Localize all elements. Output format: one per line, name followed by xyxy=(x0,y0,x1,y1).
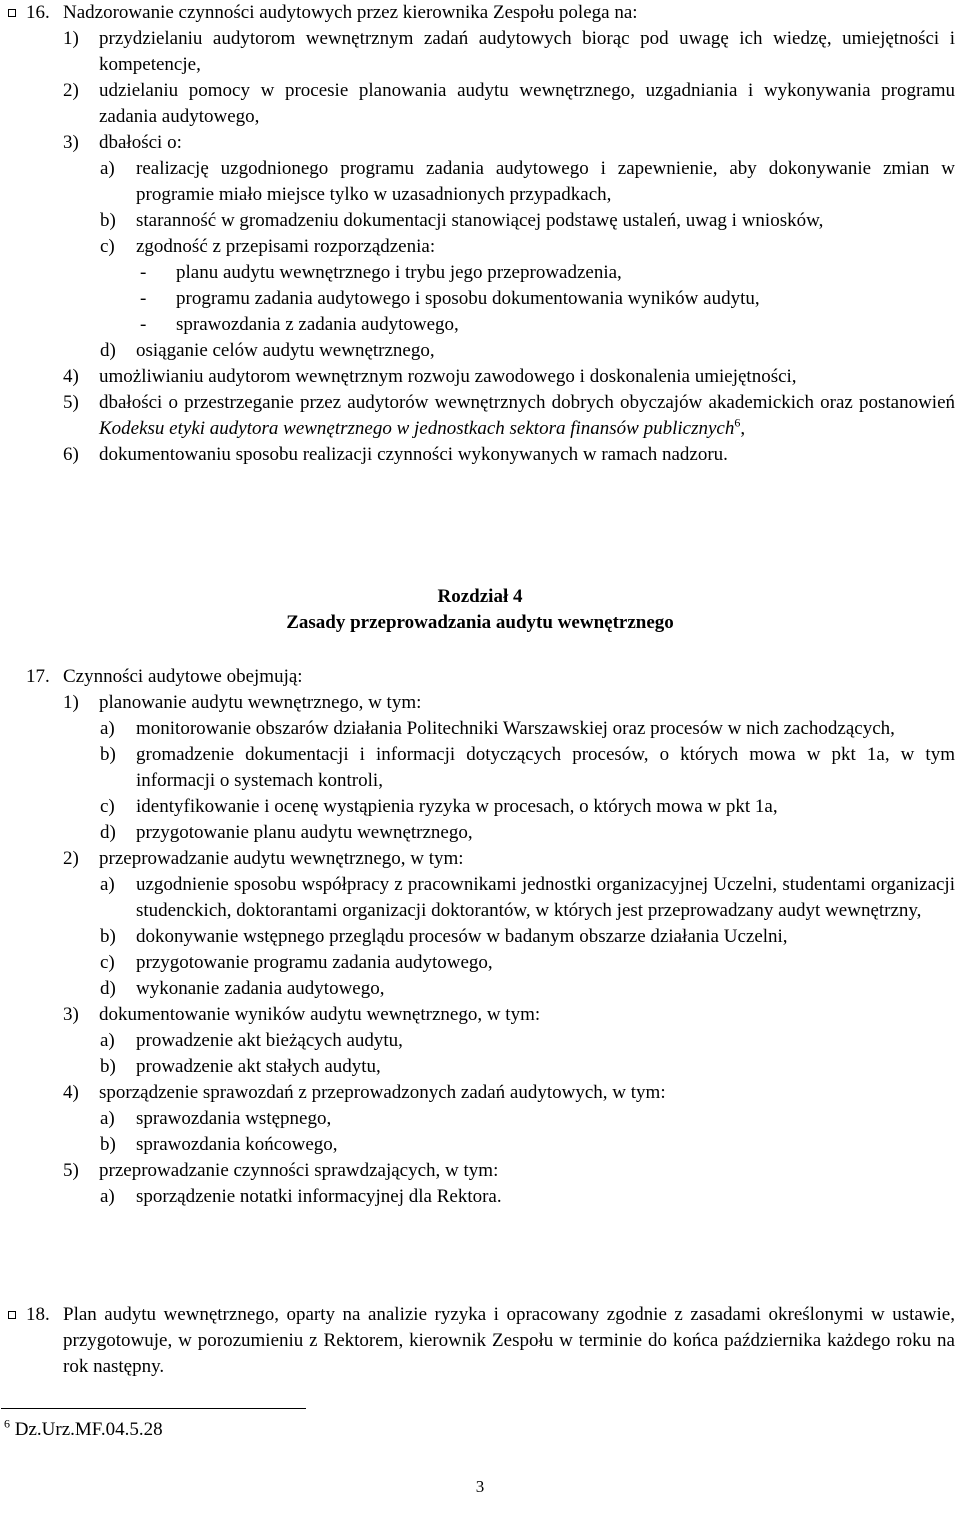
list-subitem: b) staranność w gromadzeniu dokumentacji stanowiącej podstawę ustaleń, uwag i wniosków, xyxy=(100,210,824,231)
list-item: 2) udzielaniu pomocy w procesie planowania audytu wewnętrznego, uzgadniania i wykonywania programu zadania audytowego, xyxy=(63,80,955,127)
section-number: 16. xyxy=(26,2,50,23)
list-item: 3) dokumentowanie wyników audytu wewnętrznego, w tym: xyxy=(63,1004,541,1025)
list-subitem: c) zgodność z przepisami rozporządzenia: xyxy=(100,236,436,257)
section-text: Plan audytu wewnętrznego, oparty na analizie ryzyka i opracowany zgodnie z zasadami określonymi w ustawie, przygotowuje, w porozumieniu z Rektorem, kierownik Zespołu w terminie do końca października każdego roku na rok następny. xyxy=(63,1304,955,1377)
list-item: 6) dokumentowaniu sposobu realizacji czynności wykonywanych w ramach nadzoru. xyxy=(63,444,728,465)
section-18 xyxy=(0,1302,960,1380)
section-intro: Nadzorowanie czynności audytowych przez kierownika Zespołu polega na: xyxy=(63,2,638,23)
list-subitem: c) przygotowanie programu zadania audytowego, xyxy=(100,952,493,973)
footnote-reference[interactable]: 6 xyxy=(734,415,741,430)
list-item: 4) sporządzenie sprawozdań z przeprowadzonych zadań audytowych, w tym: xyxy=(63,1082,666,1103)
list-item: 5) przeprowadzanie czynności sprawdzających, w tym: xyxy=(63,1160,499,1181)
dash-item: - planu audytu wewnętrznego i trybu jego przeprowadzenia, xyxy=(140,262,622,283)
list-subitem: d) wykonanie zadania audytowego, xyxy=(100,978,385,999)
dash-item: - programu zadania audytowego i sposobu dokumentowania wyników audytu, xyxy=(140,288,760,309)
chapter-title: Rozdział 4 xyxy=(437,586,523,607)
list-subitem: b) dokonywanie wstępnego przeglądu procesów w badanym obszarze działania Uczelni, xyxy=(100,926,788,947)
list-subitem: a) uzgodnienie sposobu współpracy z pracownikami jednostki organizacyjnej Uczelni, studentami organizacji studenckich, doktorantami organizacji doktorantów, w których jest przeprowadzany audyt wewnętrzny, xyxy=(100,874,955,921)
checkbox-marker-icon xyxy=(8,9,16,17)
list-item: 5) dbałości o przestrzeganie przez audytorów wewnętrznych dobrych obyczajów akademickich oraz postanowień Kodeksu etyki audytora wewnętrznego w jednostkach sektora finansów publicznych$^6$, xyxy=(63,392,955,439)
chapter-subtitle: Zasady przeprowadzania audytu wewnętrznego xyxy=(286,612,674,633)
list-subitem: d) przygotowanie planu audytu wewnętrznego, xyxy=(100,822,473,843)
footnote xyxy=(4,1416,163,1441)
list-subitem: c) identyfikowanie i ocenę wystąpienia ryzyka w procesach, o których mowa w pkt 1a, xyxy=(100,796,778,817)
list-item: 1) planowanie audytu wewnętrznego, w tym: xyxy=(63,692,422,713)
list-subitem: d) osiąganie celów audytu wewnętrznego, xyxy=(100,340,435,361)
list-item: 4) umożliwianiu audytorom wewnętrznym rozwoju zawodowego i doskonalenia umiejętności, xyxy=(63,366,797,387)
footnote-number: 6 xyxy=(4,1416,10,1431)
list-subitem: a) sprawozdania wstępnego, xyxy=(100,1108,332,1129)
list-subitem: b) prowadzenie akt stałych audytu, xyxy=(100,1056,381,1077)
section-17 xyxy=(0,664,960,1210)
section-number: 17. xyxy=(26,666,50,687)
code-of-ethics-title: Kodeksu etyki audytora wewnętrznego w jednostkach sektora finansów publicznych xyxy=(99,418,735,439)
section-16 xyxy=(0,0,960,468)
list-subitem: a) monitorowanie obszarów działania Politechniki Warszawskiej oraz procesów w nich zachodzących, xyxy=(100,718,895,739)
dash-item: - sprawozdania z zadania audytowego, xyxy=(140,314,459,335)
section-intro: Czynności audytowe obejmują: xyxy=(63,666,303,687)
checkbox-marker-icon xyxy=(8,1311,16,1319)
footnote-separator xyxy=(1,1408,306,1409)
list-item: 1) przydzielaniu audytorom wewnętrznym zadań audytowych biorąc pod uwagę ich wiedzę, umiejętności i kompetencje, xyxy=(63,28,955,75)
page-number: 3 xyxy=(475,1477,485,1496)
list-subitem: a) sporządzenie notatki informacyjnej dla Rektora. xyxy=(100,1186,502,1207)
section-number: 18. xyxy=(26,1304,50,1325)
list-item: 3) dbałości o: xyxy=(63,132,182,153)
footnote-text: Dz.Urz.MF.04.5.28 xyxy=(14,1419,163,1440)
list-item: 2) przeprowadzanie audytu wewnętrznego, w tym: xyxy=(63,848,464,869)
list-subitem: a) realizację uzgodnionego programu zadania audytowego i zapewnienie, aby dokonywanie zmian w programie miało miejsce tylko w uzasadnionych przypadkach, xyxy=(100,158,955,205)
list-subitem: a) prowadzenie akt bieżących audytu, xyxy=(100,1030,403,1051)
list-subitem: b) sprawozdania końcowego, xyxy=(100,1134,338,1155)
list-subitem: b) gromadzenie dokumentacji i informacji dotyczących procesów, o których mowa w pkt 1a, w tym informacji o systemach kontroli, xyxy=(100,744,955,791)
